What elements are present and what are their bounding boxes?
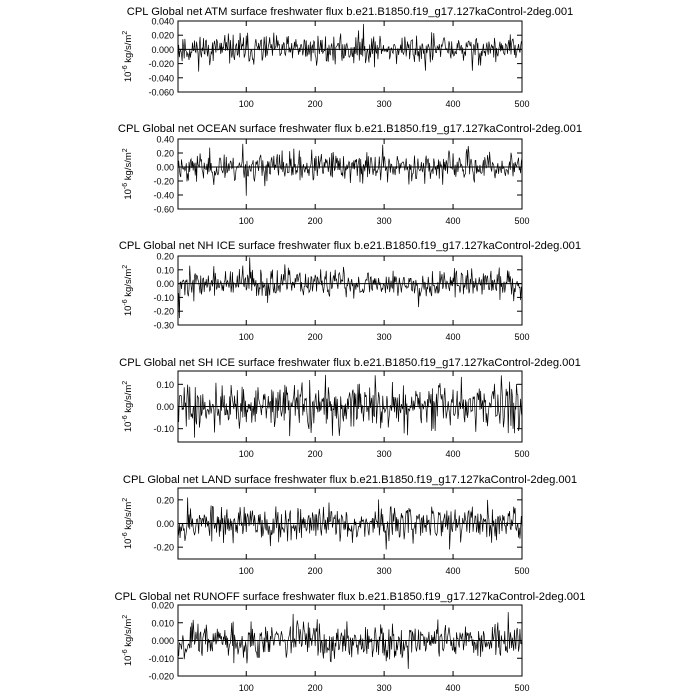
chart-panel-6	[115, 591, 586, 693]
x-tick-label: 200	[307, 683, 323, 693]
x-tick-label: 400	[445, 449, 461, 459]
y-tick-label: -0.060	[148, 87, 174, 98]
y-axis-label: $10^{-6}$ $kg/s/m^2$	[122, 614, 134, 667]
y-tick-label: 0.00	[156, 279, 174, 290]
y-tick-label: 0.000	[151, 44, 174, 55]
x-tick-label: 300	[376, 683, 392, 693]
y-axis-label: $10^{-6}$ $kg/s/m^2$	[122, 380, 134, 433]
y-tick-label: 0.000	[151, 636, 174, 646]
chart-title: CPL Global net ATM surface freshwater flux b.e21.B1850.f19_g17.127kaControl-2deg.001	[126, 6, 574, 18]
y-tick-label: -0.10	[153, 292, 174, 303]
y-axis-label: $10^{-6}$ $kg/s/m^2$	[122, 30, 134, 83]
y-tick-label: 0.20	[156, 251, 174, 262]
x-tick-label: 100	[238, 332, 254, 342]
x-tick-label: 300	[376, 216, 392, 226]
x-tick-label: 500	[514, 216, 530, 226]
chart-panel-4	[119, 357, 581, 459]
y-tick-label: -0.020	[148, 59, 174, 70]
y-tick-label: 0.20	[156, 495, 174, 506]
y-tick-label: -0.20	[153, 542, 174, 553]
x-tick-label: 200	[307, 332, 323, 342]
chart-panel-3	[119, 240, 581, 342]
x-tick-label: 100	[238, 683, 254, 693]
x-tick-label: 400	[445, 683, 461, 693]
x-tick-label: 100	[238, 449, 254, 459]
x-tick-label: 200	[307, 566, 323, 576]
y-tick-label: -0.020	[148, 671, 174, 682]
x-tick-label: 400	[445, 216, 461, 226]
y-tick-label: -0.30	[153, 320, 174, 331]
x-tick-label: 500	[514, 99, 530, 109]
x-tick-label: 300	[376, 99, 392, 109]
y-tick-label: 0.00	[156, 402, 174, 412]
y-tick-label: 0.040	[151, 16, 174, 27]
y-tick-label: 0.010	[151, 618, 174, 629]
x-tick-label: 400	[445, 566, 461, 576]
x-tick-label: 100	[238, 566, 254, 576]
chart-panel-1	[122, 6, 573, 109]
chart-title: CPL Global net LAND surface freshwater flux b.e21.B1850.f19_g17.127kaControl-2deg.001	[122, 474, 578, 486]
y-tick-label: 0.020	[151, 30, 174, 41]
y-tick-label: 0.020	[151, 600, 174, 611]
x-tick-label: 200	[307, 99, 323, 109]
y-axis-label: $10^{-6}$ $kg/s/m^2$	[122, 148, 134, 200]
y-tick-label: -0.60	[153, 204, 174, 215]
chart-title: CPL Global net OCEAN surface freshwater flux b.e21.B1850.f19_g17.127kaControl-2deg.001	[117, 123, 583, 135]
y-axis-label: $10^{-6}$ $kg/s/m^2$	[122, 497, 134, 550]
y-axis-label: $10^{-6}$ $kg/s/m^2$	[122, 264, 134, 317]
y-tick-label: -0.10	[153, 424, 174, 435]
x-tick-label: 400	[445, 99, 461, 109]
x-tick-label: 300	[376, 332, 392, 342]
x-tick-label: 300	[376, 449, 392, 459]
x-tick-label: 500	[514, 683, 530, 693]
y-tick-label: -0.40	[153, 190, 174, 201]
x-tick-label: 500	[514, 566, 530, 576]
y-tick-label: -0.20	[153, 176, 174, 187]
y-tick-label: 0.40	[156, 134, 174, 145]
x-tick-label: 100	[238, 99, 254, 109]
y-tick-label: 0.00	[156, 162, 174, 173]
x-tick-label: 200	[307, 449, 323, 459]
x-tick-label: 400	[445, 332, 461, 342]
x-tick-label: 100	[238, 216, 254, 226]
chart-title: CPL Global net NH ICE surface freshwater flux b.e21.B1850.f19_g17.127kaControl-2deg.001	[118, 240, 582, 252]
series-line	[178, 257, 522, 318]
y-tick-label: -0.040	[148, 73, 174, 84]
series-line	[178, 144, 522, 196]
chart-title: CPL Global net RUNOFF surface freshwater flux b.e21.B1850.f19_g17.127kaControl-2deg.001	[114, 591, 586, 603]
y-tick-label: 0.10	[156, 379, 174, 390]
chart-title: CPL Global net SH ICE surface freshwater flux b.e21.B1850.f19_g17.127kaControl-2deg.001	[119, 357, 581, 369]
chart-panel-5	[122, 474, 577, 576]
y-tick-label: 0.00	[156, 519, 174, 529]
x-tick-label: 500	[514, 449, 530, 459]
y-tick-label: 0.10	[156, 265, 174, 276]
y-tick-label: 0.20	[156, 148, 174, 159]
y-tick-label: -0.010	[148, 653, 174, 664]
chart-panel-2	[118, 123, 582, 226]
y-tick-label: -0.20	[153, 306, 174, 317]
x-tick-label: 200	[307, 216, 323, 226]
x-tick-label: 500	[514, 332, 530, 342]
series-line	[178, 24, 522, 72]
x-tick-label: 300	[376, 566, 392, 576]
